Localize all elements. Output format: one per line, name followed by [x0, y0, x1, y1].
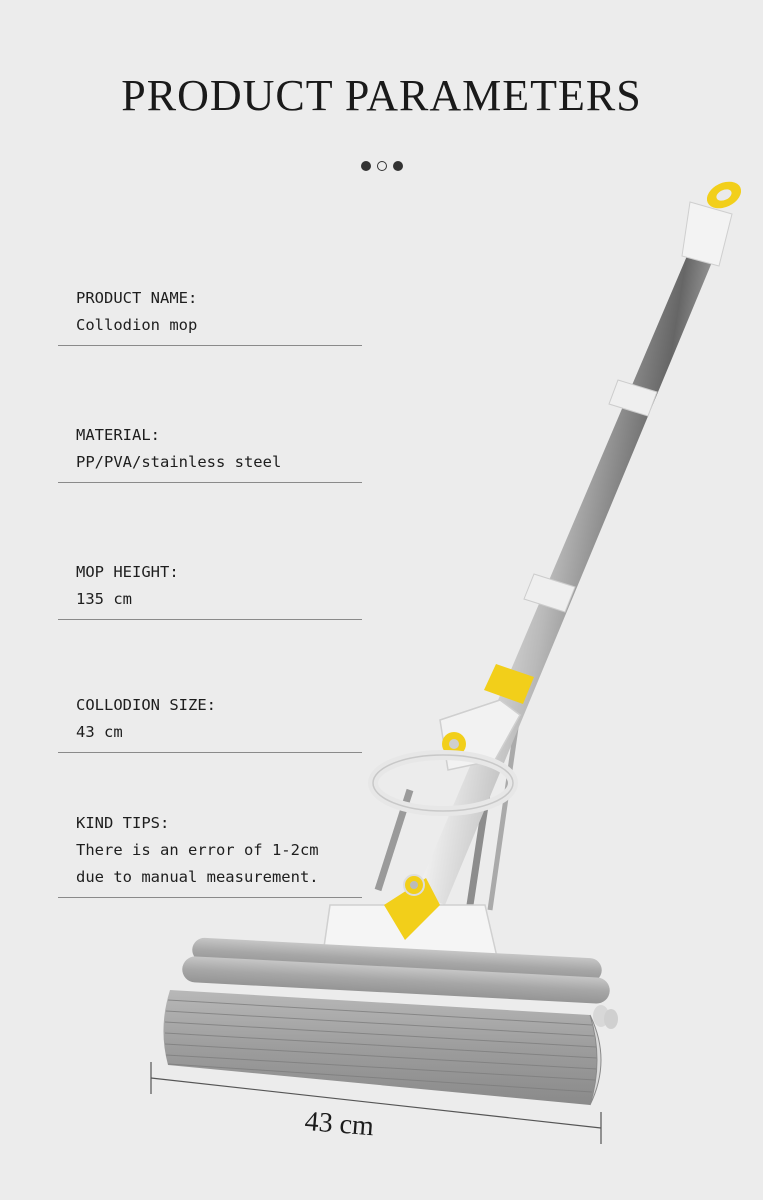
param-label: MOP HEIGHT:: [76, 563, 179, 581]
param-value-line-2: due to manual measurement.: [76, 868, 319, 886]
param-label: KIND TIPS:: [76, 814, 170, 832]
param-value-line-1: There is an error of 1-2cm: [76, 841, 319, 859]
dimension-label: 43 cm: [303, 1106, 376, 1143]
page-title: PRODUCT PARAMETERS: [121, 71, 642, 120]
param-label: COLLODION SIZE:: [76, 696, 216, 714]
param-value: Collodion mop: [76, 316, 198, 334]
handle-pole: [416, 177, 745, 905]
param-label: PRODUCT NAME:: [76, 289, 198, 307]
param-value: 43 cm: [76, 723, 123, 741]
param-label: MATERIAL:: [76, 426, 160, 444]
param-value: PP/PVA/stainless steel: [76, 453, 282, 471]
param-value: 135 cm: [76, 590, 132, 608]
squeeze-handle: [373, 700, 520, 811]
collodion-sponge: [163, 990, 601, 1105]
